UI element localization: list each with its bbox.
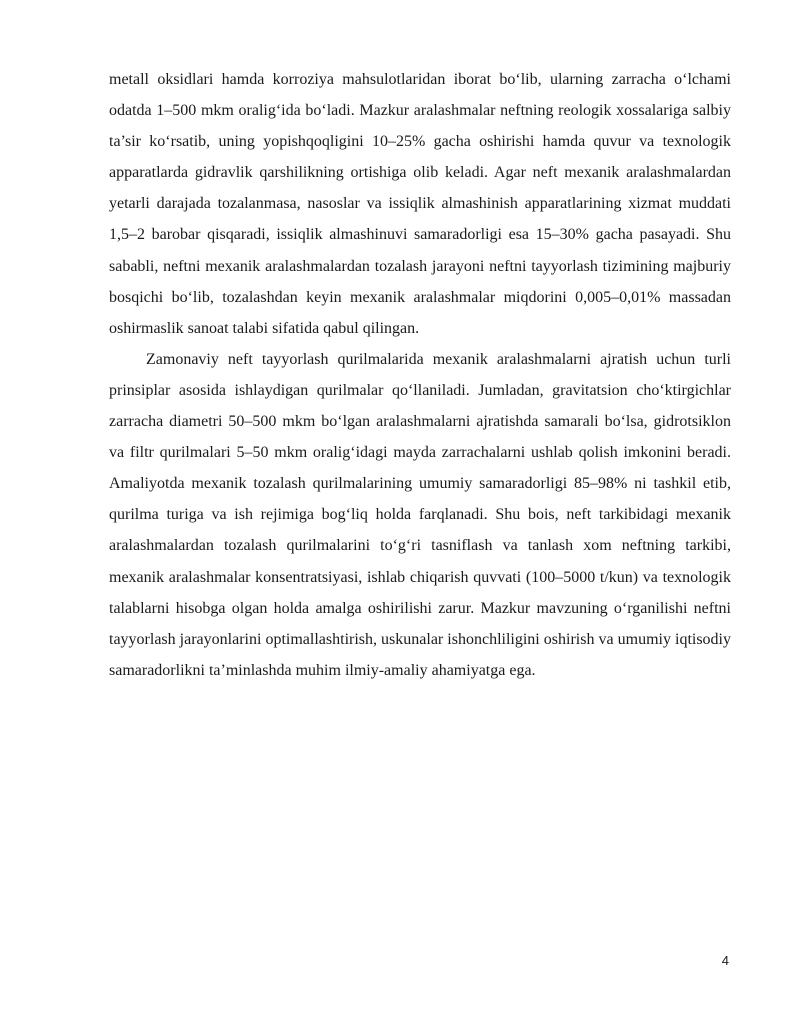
paragraph-continuation: metall oksidlari hamda korroziya mahsulotlaridan iborat bo‘lib, ularning zarracha o‘lchami odatda 1–500 mkm oralig‘ida bo‘ladi. Mazkur aralashmalar neftning reologik xossalariga salbiy ta’sir ko‘rsatib, uning yopishqoqligini 10–25% gacha oshirishi hamda quvur va texnologik apparatlarda gidravlik qarshilikning ortishiga olib keladi. Agar neft mexanik aralashmalardan yetarli darajada tozalanmasa, nasoslar va issiqlik almashinish apparatlarining xizmat muddati 1,5–2 barobar qisqaradi, issiqlik almashinuvi samaradorligi esa 15–30% gacha pasayadi. Shu sababli, neftni mexanik aralashmalardan tozalash jarayoni neftni tayyorlash tizimining majburiy bosqichi bo‘lib, tozalashdan keyin mexanik aralashmalar miqdorini 0,005–0,01% massadan oshirmaslik sanoat talabi sifatida qabul qilingan. <box>109 71 731 337</box>
paragraph-modern-installations: Zamonaviy neft tayyorlash qurilmalarida mexanik aralashmalarni ajratish uchun turli prinsiplar asosida ishlaydigan qurilmalar qo‘llaniladi. Jumladan, gravitatsion cho‘ktirgichlar zarracha diametri 50–500 mkm bo‘lgan aralashmalarni ajratishda samarali bo‘lsa, gidrotsiklon va filtr qurilmalari 5–50 mkm oralig‘idagi mayda zarrachalarni ushlab qolish imkonini beradi. Amaliyotda mexanik tozalash qurilmalarining umumiy samaradorligi 85–98% ni tashkil etib, qurilma turiga va ish rejimiga bog‘liq holda farqlanadi. Shu bois, neft tarkibidagi mexanik aralashmalardan tozalash qurilmalarini to‘g‘ri tasniflash va tanlash xom neftning tarkibi, mexanik aralashmalar konsentratsiyasi, ishlab chiqarish quvvati (100–5000 t/kun) va texnologik talablarni hisobga olgan holda amalga oshirilishi zarur. Mazkur mavzuning o‘rganilishi neftni tayyorlash jarayonlarini optimallashtirish, uskunalar ishonchliligini oshirish va umumiy iqtisodiy samaradorlikni ta’minlashda muhim ilmiy-amaliy ahamiyatga ega. <box>109 350 731 679</box>
body-text <box>109 64 731 686</box>
page-number: 4 <box>721 953 729 968</box>
